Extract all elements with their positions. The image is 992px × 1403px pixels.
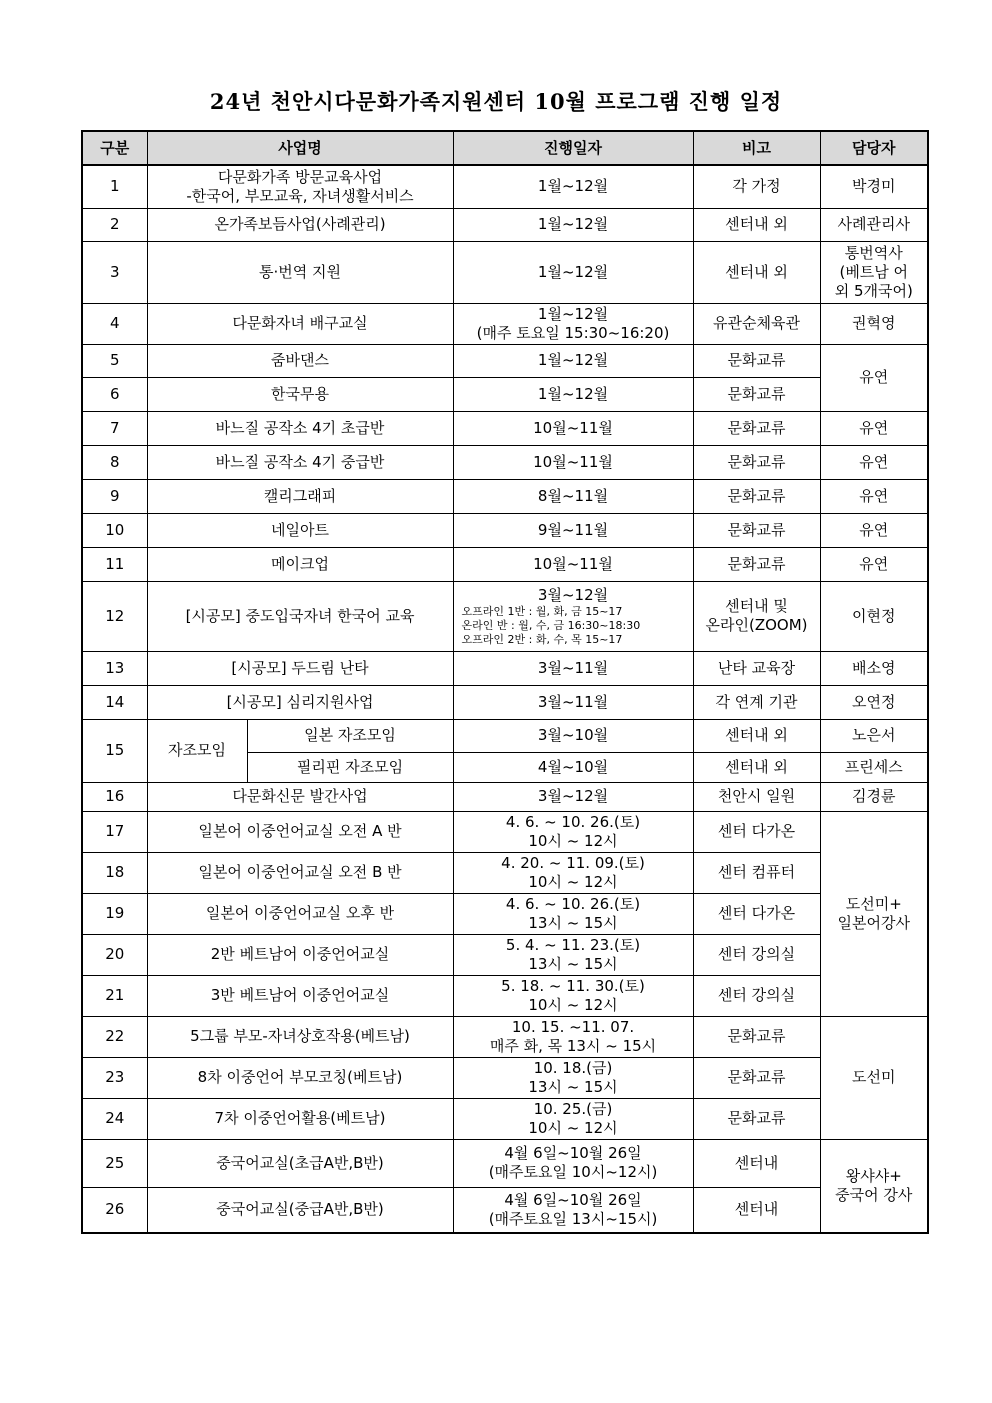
header-no: 구분 xyxy=(82,131,147,165)
program-name: 일본어 이중언어교실 오후 반 xyxy=(147,893,453,934)
program-manager: 김경륜 xyxy=(820,782,928,811)
program-period: 1월~12월 (매주 토요일 15:30~16:20) xyxy=(453,303,693,344)
row-number: 13 xyxy=(82,651,147,685)
row-number: 11 xyxy=(82,547,147,581)
program-period: 8월~11월 xyxy=(453,479,693,513)
row-number: 2 xyxy=(82,208,147,241)
table-row xyxy=(82,344,928,377)
program-period: 5. 18. ~ 11. 30.(토) 10시 ~ 12시 xyxy=(453,975,693,1016)
program-note: 센터내 외 xyxy=(693,719,820,752)
program-period: 1월~12월 xyxy=(453,241,693,303)
program-name: 네일아트 xyxy=(147,513,453,547)
program-note: 센터내 외 xyxy=(693,241,820,303)
program-period: 9월~11월 xyxy=(453,513,693,547)
table-row xyxy=(82,975,928,1016)
program-name: 줌바댄스 xyxy=(147,344,453,377)
program-period: 3월~11월 xyxy=(453,651,693,685)
program-manager: 유연 xyxy=(820,547,928,581)
program-name: 온가족보듬사업(사례관리) xyxy=(147,208,453,241)
table-row xyxy=(82,411,928,445)
header-name: 사업명 xyxy=(147,131,453,165)
table-row xyxy=(82,377,928,411)
row-number: 19 xyxy=(82,893,147,934)
program-period: 10월~11월 xyxy=(453,445,693,479)
program-note: 문화교류 xyxy=(693,344,820,377)
program-manager: 유연 xyxy=(820,479,928,513)
program-manager: 유연 xyxy=(820,445,928,479)
table-row xyxy=(82,1016,928,1057)
program-name: 일본어 이중언어교실 오전 A 반 xyxy=(147,811,453,852)
program-period: 10월~11월 xyxy=(453,547,693,581)
program-note: 센터내 외 xyxy=(693,752,820,782)
program-note: 문화교류 xyxy=(693,547,820,581)
program-name: 필리핀 자조모임 xyxy=(247,752,453,782)
program-period: 1월~12월 xyxy=(453,377,693,411)
program-period: 1월~12월 xyxy=(453,344,693,377)
program-note: 난타 교육장 xyxy=(693,651,820,685)
program-manager: 배소영 xyxy=(820,651,928,685)
program-name: 다문화가족 방문교육사업 -한국어, 부모교육, 자녀생활서비스 xyxy=(147,165,453,208)
row-number: 7 xyxy=(82,411,147,445)
program-note: 센터 컴퓨터 xyxy=(693,852,820,893)
program-manager: 이현정 xyxy=(820,581,928,651)
program-name: 3반 베트남어 이중언어교실 xyxy=(147,975,453,1016)
program-period: 4월 6일~10월 26일 (매주토요일 10시~12시) xyxy=(453,1139,693,1187)
table-row xyxy=(82,1139,928,1187)
row-number: 25 xyxy=(82,1139,147,1187)
program-period: 3월~11월 xyxy=(453,685,693,719)
header-date: 진행일자 xyxy=(453,131,693,165)
table-row xyxy=(82,479,928,513)
program-period: 1월~12월 xyxy=(453,165,693,208)
table-row xyxy=(82,208,928,241)
row-number: 26 xyxy=(82,1187,147,1233)
program-period: 3월~12월 xyxy=(453,782,693,811)
program-manager: 유연 xyxy=(820,344,928,411)
program-name: 일본 자조모임 xyxy=(247,719,453,752)
program-note: 문화교류 xyxy=(693,479,820,513)
program-note: 센터 다가온 xyxy=(693,893,820,934)
table-row xyxy=(82,685,928,719)
header-note: 비고 xyxy=(693,131,820,165)
table-row xyxy=(82,581,928,651)
program-name: 다문화자녀 배구교실 xyxy=(147,303,453,344)
program-manager: 사례관리사 xyxy=(820,208,928,241)
header-row xyxy=(82,131,928,165)
program-note: 각 가정 xyxy=(693,165,820,208)
program-manager: 권혁영 xyxy=(820,303,928,344)
table-row xyxy=(82,782,928,811)
program-period: 10. 15. ~11. 07. 매주 화, 목 13시 ~ 15시 xyxy=(453,1016,693,1057)
program-name: 8차 이중언어 부모코칭(베트남) xyxy=(147,1057,453,1098)
program-note: 문화교류 xyxy=(693,377,820,411)
program-manager: 노은서 xyxy=(820,719,928,752)
program-period: 4월 6일~10월 26일 (매주토요일 13시~15시) xyxy=(453,1187,693,1233)
schedule-table xyxy=(81,130,929,1234)
program-name: 일본어 이중언어교실 오전 B 반 xyxy=(147,852,453,893)
program-period: 4. 20. ~ 11. 09.(토) 10시 ~ 12시 xyxy=(453,852,693,893)
row-number: 10 xyxy=(82,513,147,547)
program-period: 10. 25.(금) 10시 ~ 12시 xyxy=(453,1098,693,1139)
table-row xyxy=(82,719,928,752)
program-name: 다문화신문 발간사업 xyxy=(147,782,453,811)
row-number: 5 xyxy=(82,344,147,377)
table-row xyxy=(82,893,928,934)
program-name: 캘리그래피 xyxy=(147,479,453,513)
program-period: 5. 4. ~ 11. 23.(토) 13시 ~ 15시 xyxy=(453,934,693,975)
program-manager: 도선미+ 일본어강사 xyxy=(820,811,928,1016)
program-name: [시공모] 심리지원사업 xyxy=(147,685,453,719)
program-period: 4월~10월 xyxy=(453,752,693,782)
program-note: 센터 강의실 xyxy=(693,975,820,1016)
program-name: 중국어교실(초급A반,B반) xyxy=(147,1139,453,1187)
program-note: 센터 다가온 xyxy=(693,811,820,852)
row-number: 12 xyxy=(82,581,147,651)
row-number: 6 xyxy=(82,377,147,411)
program-name: 중국어교실(중급A반,B반) xyxy=(147,1187,453,1233)
program-manager: 왕샤샤+ 중국어 강사 xyxy=(820,1139,928,1233)
row-number: 17 xyxy=(82,811,147,852)
program-note: 문화교류 xyxy=(693,445,820,479)
program-name: 2반 베트남어 이중언어교실 xyxy=(147,934,453,975)
program-manager: 프린세스 xyxy=(820,752,928,782)
program-period: 10. 18.(금) 13시 ~ 15시 xyxy=(453,1057,693,1098)
row-number: 1 xyxy=(82,165,147,208)
program-manager: 오연정 xyxy=(820,685,928,719)
program-name: 메이크업 xyxy=(147,547,453,581)
row-number: 4 xyxy=(82,303,147,344)
program-manager: 도선미 xyxy=(820,1016,928,1139)
table-row xyxy=(82,513,928,547)
row-number: 16 xyxy=(82,782,147,811)
row-number: 24 xyxy=(82,1098,147,1139)
program-period: 10월~11월 xyxy=(453,411,693,445)
program-note: 문화교류 xyxy=(693,1098,820,1139)
program-name: 바느질 공작소 4기 중급반 xyxy=(147,445,453,479)
program-period: 3월~10월 xyxy=(453,719,693,752)
table-row xyxy=(82,547,928,581)
program-note: 센터내 외 xyxy=(693,208,820,241)
program-name: 바느질 공작소 4기 초급반 xyxy=(147,411,453,445)
row-number: 22 xyxy=(82,1016,147,1057)
program-manager: 유연 xyxy=(820,411,928,445)
program-manager: 통번역사 (베트남 어 외 5개국어) xyxy=(820,241,928,303)
page-title: 24년 천안시다문화가족지원센터 10월 프로그램 진행 일정 xyxy=(209,89,783,114)
table-row xyxy=(82,1098,928,1139)
table-row xyxy=(82,303,928,344)
program-note: 센터내 xyxy=(693,1139,820,1187)
program-period: 1월~12월 xyxy=(453,208,693,241)
program-manager: 박경미 xyxy=(820,165,928,208)
row-number: 15 xyxy=(82,719,147,782)
program-note: 천안시 일원 xyxy=(693,782,820,811)
program-manager: 유연 xyxy=(820,513,928,547)
table-row xyxy=(82,811,928,852)
row-number: 3 xyxy=(82,241,147,303)
program-name: 한국무용 xyxy=(147,377,453,411)
program-period: 4. 6. ~ 10. 26.(토) 10시 ~ 12시 xyxy=(453,811,693,852)
program-note: 센터내 및 온라인(ZOOM) xyxy=(693,581,820,651)
header-manager: 담당자 xyxy=(820,131,928,165)
program-note: 문화교류 xyxy=(693,513,820,547)
program-period: 3월~12월 오프라인 1반 : 월, 화, 금 15~17 온라인 반 : 월, 수, 금 16:30~18:30 오프라인 2반 : 화, 수, 목 15~17 xyxy=(453,581,693,651)
program-name: 통·번역 지원 xyxy=(147,241,453,303)
program-note: 센터 강의실 xyxy=(693,934,820,975)
row-number: 9 xyxy=(82,479,147,513)
program-period: 4. 6. ~ 10. 26.(토) 13시 ~ 15시 xyxy=(453,893,693,934)
program-name: 5그룹 부모-자녀상호작용(베트남) xyxy=(147,1016,453,1057)
table-row xyxy=(82,1057,928,1098)
table-row xyxy=(82,651,928,685)
row-number: 21 xyxy=(82,975,147,1016)
row-number: 8 xyxy=(82,445,147,479)
program-name: 7차 이중언어활용(베트남) xyxy=(147,1098,453,1139)
program-note: 문화교류 xyxy=(693,1016,820,1057)
table-row xyxy=(82,241,928,303)
program-note: 문화교류 xyxy=(693,411,820,445)
program-note: 센터내 xyxy=(693,1187,820,1233)
program-note: 문화교류 xyxy=(693,1057,820,1098)
row-number: 14 xyxy=(82,685,147,719)
program-note: 유관순체육관 xyxy=(693,303,820,344)
row-number: 20 xyxy=(82,934,147,975)
table-row xyxy=(82,165,928,208)
row-number: 18 xyxy=(82,852,147,893)
table-row xyxy=(82,445,928,479)
program-note: 각 연계 기관 xyxy=(693,685,820,719)
program-name: [시공모] 두드림 난타 xyxy=(147,651,453,685)
table-row xyxy=(82,852,928,893)
table-row xyxy=(82,1187,928,1233)
group-label: 자조모임 xyxy=(147,719,247,782)
table-row xyxy=(82,934,928,975)
program-name: [시공모] 중도입국자녀 한국어 교육 xyxy=(147,581,453,651)
row-number: 23 xyxy=(82,1057,147,1098)
